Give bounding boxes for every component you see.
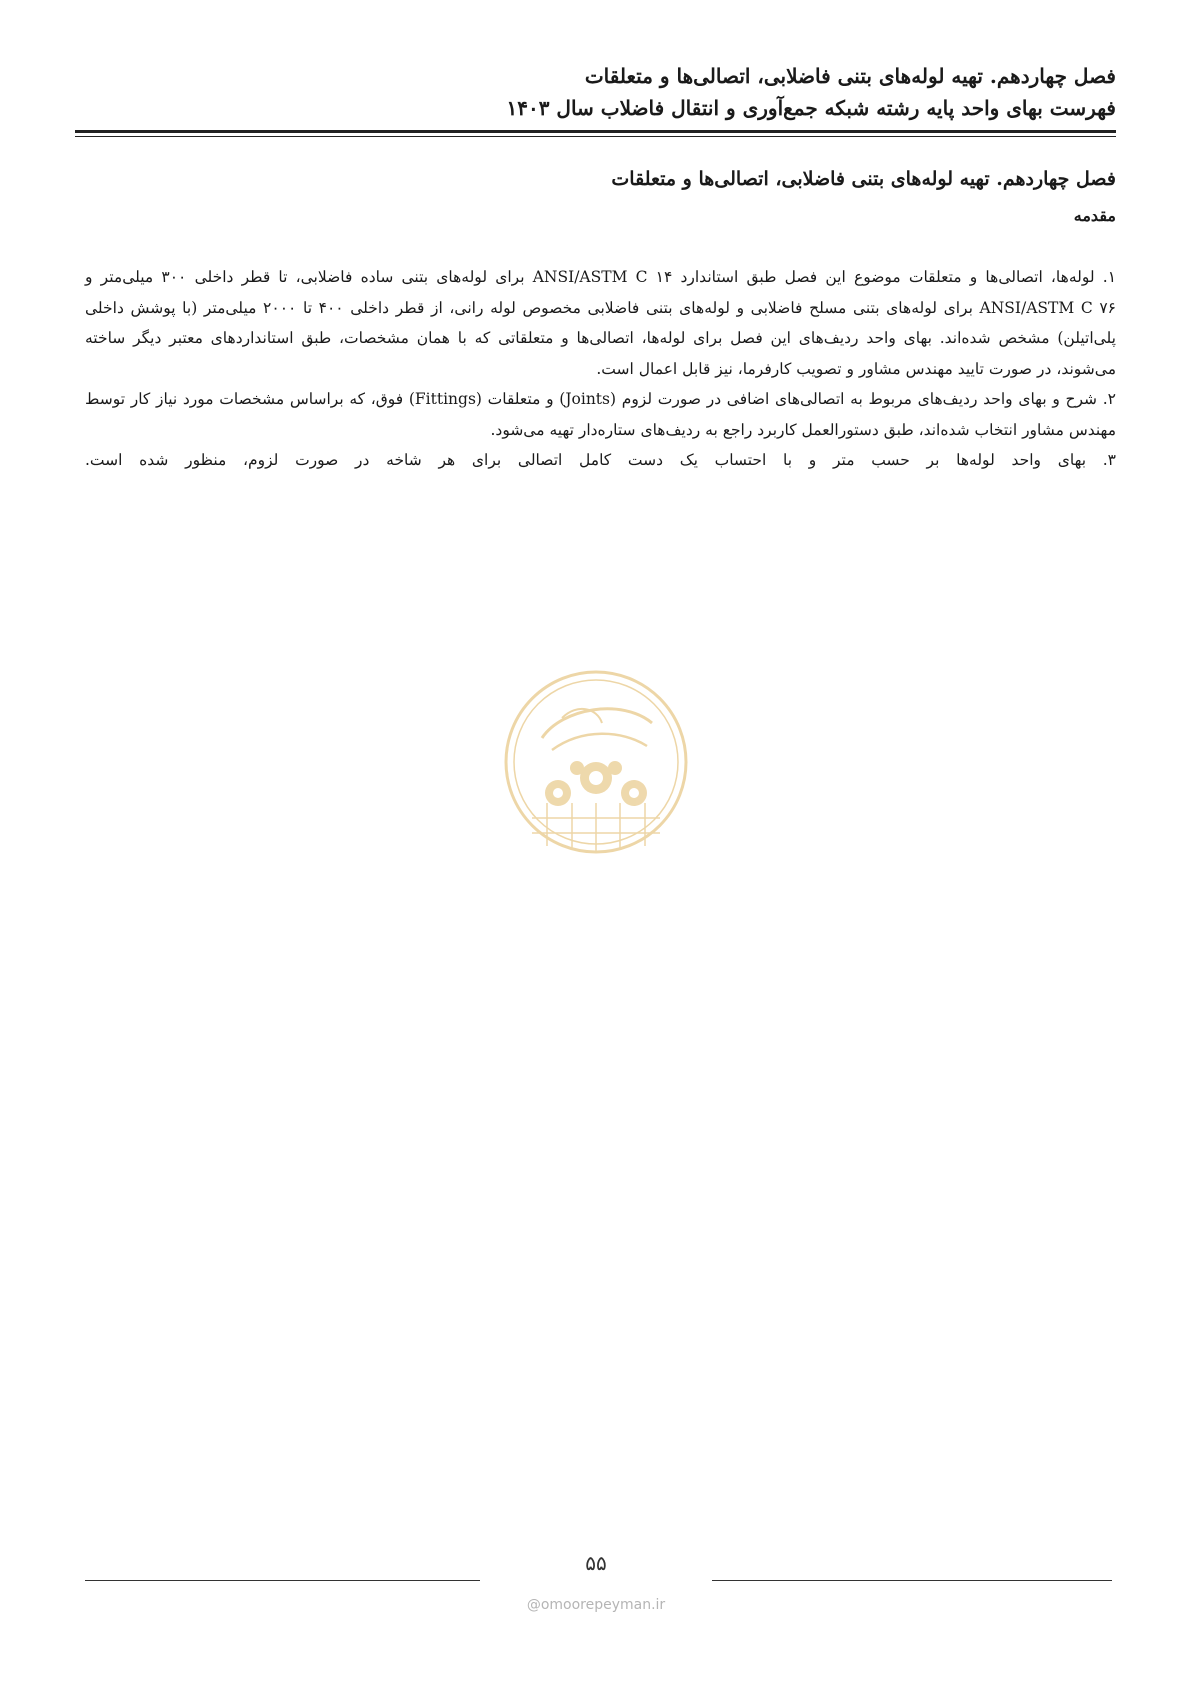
watermark-url: @omoorepeyman.ir <box>526 1597 666 1613</box>
paragraph-2-text-c: فوق، که براساس مشخصات مورد نیاز کار توسط مهندس مشاور انتخاب شده‌اند، طبق دستورالعمل کاربرد راجع به ردیف‌های ستاره‌دار تهیه می‌شود. <box>85 390 1116 439</box>
standard-c76: ANSI/ASTM C ۷۶ <box>979 298 1117 317</box>
chapter-title: فصل چهاردهم. تهیه لوله‌های بتنی فاضلابی، اتصالی‌ها و متعلقات <box>611 168 1116 190</box>
term-fittings: (Fittings) <box>408 390 482 408</box>
header-divider-thick <box>75 130 1116 133</box>
page-number: ۵۵ <box>585 1551 607 1575</box>
watermark-seal-icon <box>502 668 690 856</box>
intro-heading: مقدمه <box>1073 206 1116 225</box>
watermark-logo <box>502 668 690 856</box>
page-header <box>75 60 1116 124</box>
paragraph-1-text-a: ۱. لوله‌ها، اتصالی‌ها و متعلقات موضوع این فصل طبق استاندارد <box>672 268 1117 286</box>
paragraph-2-text-b: و متعلقات <box>481 390 560 408</box>
paragraph-1-text-b: برای لوله‌های بتنی ساده فاضلابی، تا قطر داخلی ۳۰۰ میلی‌متر و <box>85 268 533 286</box>
intro-body <box>85 262 1116 476</box>
footer-rule-left <box>85 1580 480 1581</box>
paragraph-2-text-a: ۲. شرح و بهای واحد ردیف‌های مربوط به اتصالی‌های اضافی در صورت لزوم <box>616 390 1116 408</box>
standard-c14: ANSI/ASTM C ۱۴ <box>532 268 673 286</box>
term-joints: (Joints) <box>559 390 617 408</box>
header-divider-thin <box>75 136 1116 137</box>
header-chapter-line: فصل چهاردهم. تهیه لوله‌های بتنی فاضلابی، اتصالی‌ها و متعلقات <box>584 64 1116 88</box>
paragraph-1-text-c: برای لوله‌های بتنی مسلح فاضلابی و لوله‌های بتنی فاضلابی مخصوص لوله رانی، از قطر داخلی ۴۰۰ تا ۲۰۰۰ میلی‌متر (با پوشش داخلی پلی‌اتیلن) مشخص شده‌اند. بهای واحد ردیف‌های این فصل برای لوله‌ها، اتصالی‌ها و متعلقاتی که با همان مشخصات، طبق استانداردهای معتبر دیگر ساخته می‌شوند، در صورت تایید مهندس مشاور و تصویب کارفرما، نیز قابل اعمال است. <box>85 298 1116 378</box>
paragraph-1 <box>85 262 1116 384</box>
footer-rule-right <box>712 1580 1112 1581</box>
header-document-title: فهرست بهای واحد پایه رشته شبکه جمع‌آوری و انتقال فاضلاب سال ۱۴۰۳ <box>506 96 1116 120</box>
paragraph-3: ۳. بهای واحد لوله‌ها بر حسب متر و با احتساب یک دست کامل اتصالی برای هر شاخه در صورت لزوم، منظور شده است. <box>85 451 1116 469</box>
paragraph-2 <box>85 384 1116 445</box>
